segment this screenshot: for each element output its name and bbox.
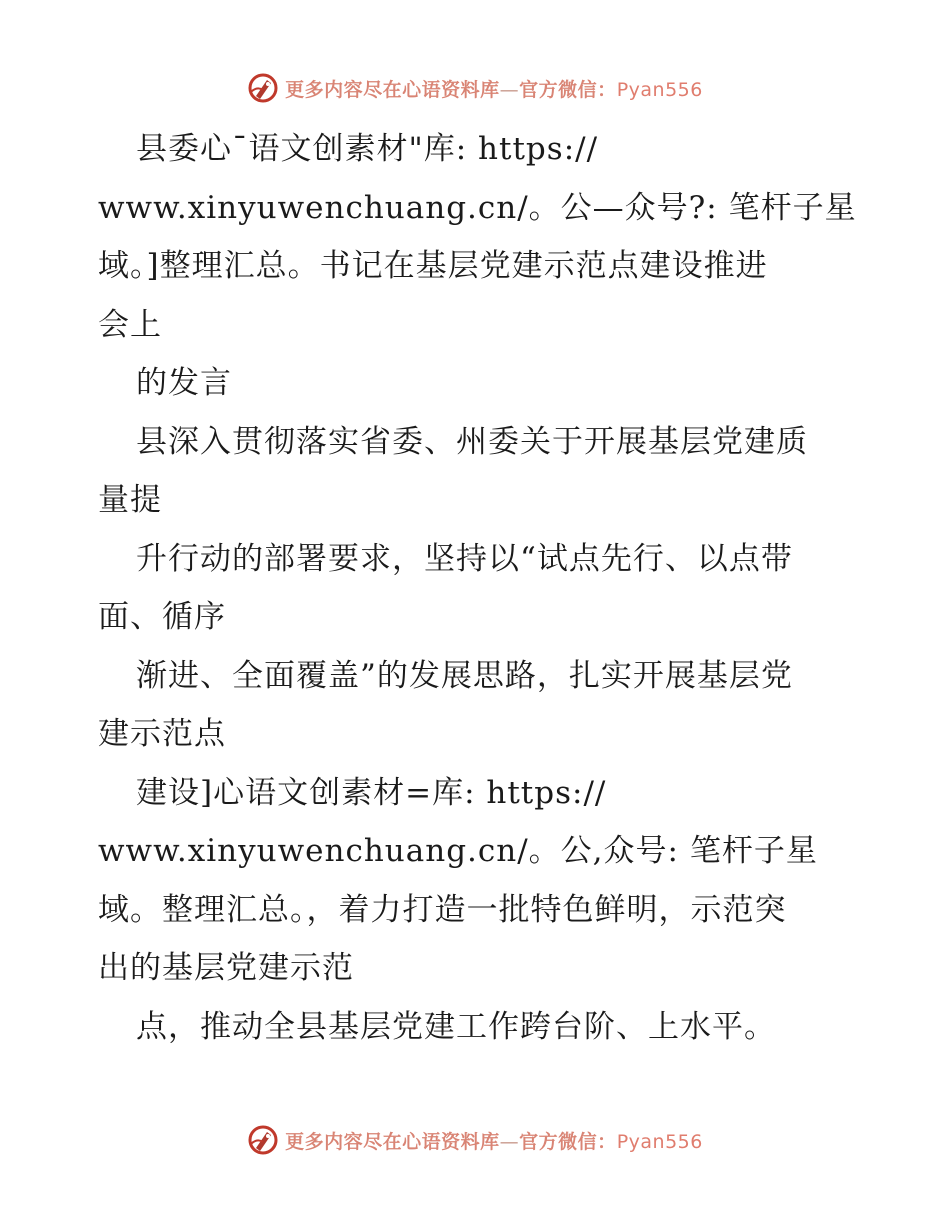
footer-separator: — [499, 1130, 520, 1153]
body-text-line: www.xinyuwenchuang.cn/。公,众号: 笔杆子星 [98, 833, 818, 869]
body-text-line: 会上 [98, 306, 162, 343]
body-text-line: 域。]整理汇总。书记在基层党建示范点建设推进 [98, 248, 768, 284]
footer-brand-text: 更多内容尽在心语资料库 [285, 1130, 500, 1153]
header-watermark-text [285, 75, 703, 102]
body-text-line: 的发言 [136, 365, 232, 401]
footer-watermark-text [285, 1127, 703, 1154]
header-wechat-label: 官方微信： [519, 78, 617, 101]
header-wechat-id: Pyan556 [616, 78, 703, 101]
footer-watermark-banner [0, 1124, 950, 1156]
body-text-line: 县深入贯彻落实省委、州委关于开展基层党建质 [136, 423, 808, 460]
body-text-line: 建示范点 [98, 716, 226, 752]
body-text-line: www.xinyuwenchuang.cn/。公—众号?: 笔杆子星 [98, 189, 857, 226]
footer-wechat-id: Pyan556 [616, 1130, 703, 1153]
document-body [98, 120, 858, 1056]
body-text-line: 点，推动全县基层党建工作跨台阶、上水平。 [136, 1008, 776, 1045]
body-text-line: 县委心¯语文创素材"库: https:// [136, 131, 599, 167]
header-watermark-banner [0, 72, 950, 104]
pen-nib-logo-icon [247, 1124, 279, 1156]
body-text-line: 渐进、全面覆盖”的发展思路，扎实开展基层党 [136, 657, 793, 694]
footer-wechat-label: 官方微信： [519, 1130, 617, 1153]
header-separator: — [499, 78, 520, 101]
body-text-line: 建设]心语文创素材=库: https:// [136, 774, 607, 811]
body-text-line: 面、循序 [98, 599, 226, 635]
body-text-line: 量提 [98, 482, 162, 518]
body-text-line: 域。整理汇总。，着力打造一批特色鲜明，示范突 [98, 891, 787, 928]
pen-nib-logo-icon [247, 72, 279, 104]
body-text-line: 出的基层党建示范 [98, 950, 354, 986]
body-text-line: 升行动的部署要求，坚持以“试点先行、以点带 [136, 540, 793, 577]
header-brand-text: 更多内容尽在心语资料库 [285, 78, 500, 101]
